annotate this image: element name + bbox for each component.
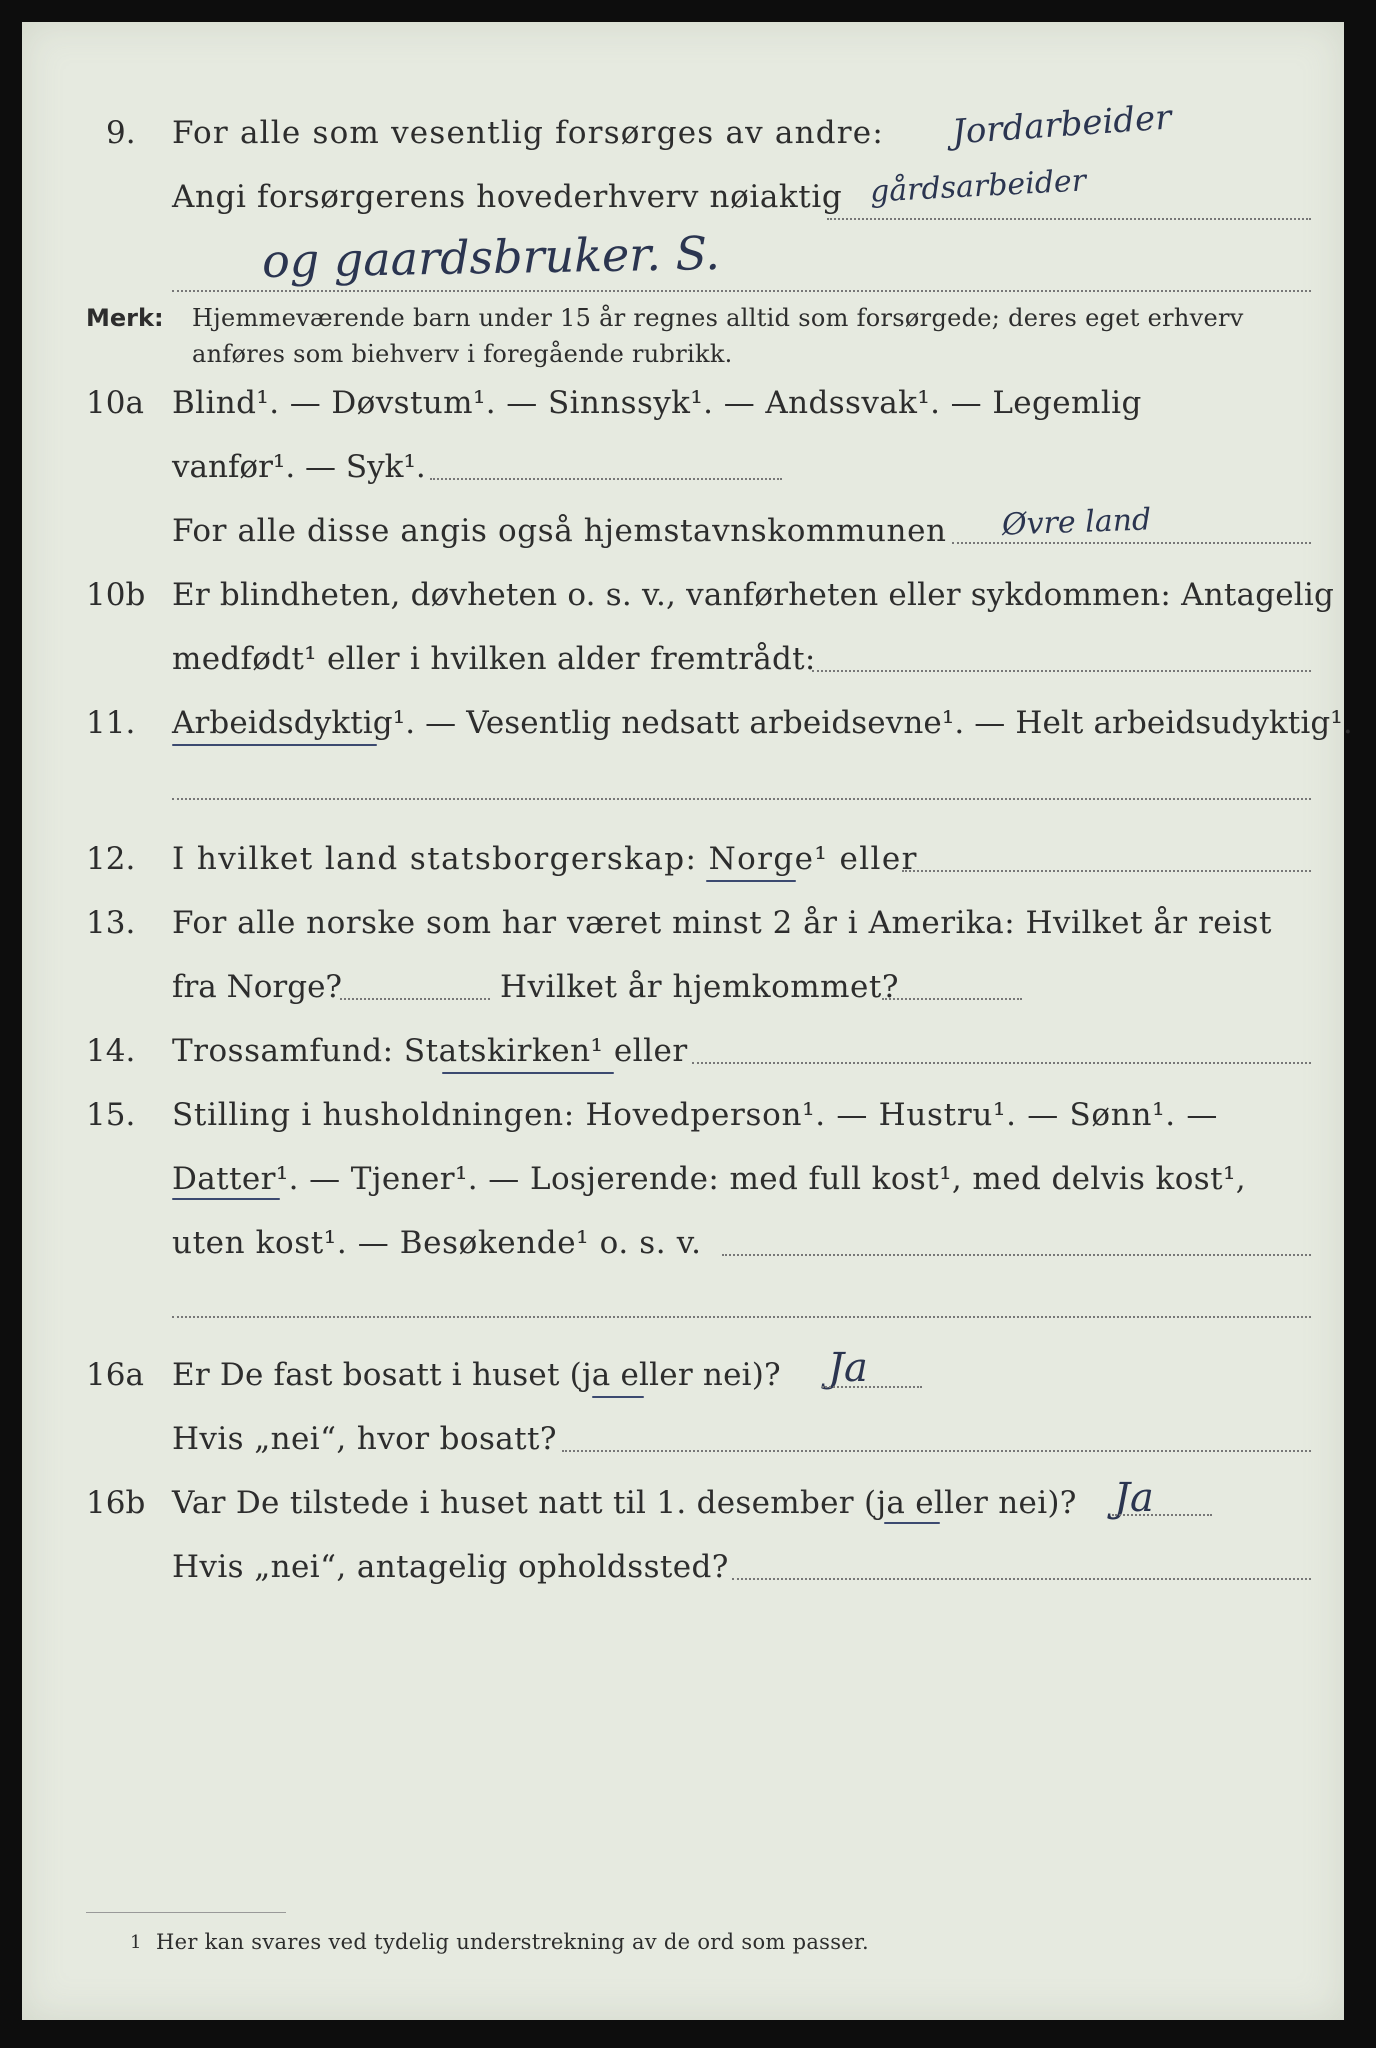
q9-line2: Angi forsørgerens hovederhverv nøiaktig — [172, 179, 843, 215]
q9-number: 9. — [106, 115, 136, 151]
q15-line1: Stilling i husholdningen: Hovedperson¹. — Hustru¹. — Sønn¹. — — [172, 1097, 1219, 1133]
q16a-line2: Hvis „nei“, hvor bosatt? — [172, 1421, 557, 1457]
q10b-line2: medfødt¹ eller i hvilken alder fremtrådt: — [172, 641, 816, 677]
q9-handwriting-line3: og gaardsbruker. S. — [261, 226, 721, 288]
q15-line2: Datter¹. — Tjener¹. — Losjerende: med full kost¹, med delvis kost¹, — [172, 1161, 1247, 1197]
q10a-answer-line-1 — [430, 478, 782, 480]
q11-answer-line — [172, 798, 1311, 800]
q16a-answer-line-2 — [562, 1450, 1311, 1452]
q16a-number: 16a — [86, 1357, 144, 1393]
q9-line1: For alle som vesentlig forsørges av andre: — [172, 115, 884, 151]
merk-line2: anføres som biehverv i foregående rubrikk. — [192, 340, 733, 368]
q16b-handwriting: Ja — [1114, 1475, 1154, 1521]
q10a-line2: vanfør¹. — Syk¹. — [172, 449, 426, 485]
q11-text: Arbeidsdyktig¹. — Vesentlig nedsatt arbeidsevne¹. — Helt arbeidsudyktig¹. — [172, 705, 1353, 741]
census-form-sheet — [22, 22, 1353, 2020]
q15-answer-line-1 — [722, 1254, 1311, 1256]
q13-answer-line-2 — [882, 998, 1022, 1000]
q16a-answer-line-1 — [822, 1386, 922, 1388]
footnote-separator — [86, 1912, 286, 1913]
q10b-line1: Er blindheten, døvheten o. s. v., vanførheten eller sykdommen: Antagelig — [172, 577, 1335, 613]
q9-handwriting-b: gårdsarbeider — [869, 163, 1087, 210]
q16b-number: 16b — [86, 1485, 146, 1521]
q12-answer-line — [902, 870, 1311, 872]
q14-answer-line — [692, 1062, 1311, 1064]
q9-answer-line-2 — [172, 290, 1311, 292]
q12-text: I hvilket land statsborgerskap: Norge¹ eller — [172, 841, 918, 877]
footnote-text: Her kan svares ved tydelig understrekning av de ord som passer. — [156, 1930, 870, 1954]
q15-answer-underline — [172, 1198, 280, 1200]
q15-line3: uten kost¹. — Besøkende¹ o. s. v. — [172, 1225, 702, 1261]
q9-answer-line-1 — [827, 218, 1311, 220]
q14-number: 14. — [86, 1033, 136, 1069]
q10b-answer-line — [812, 670, 1311, 672]
q10a-line1: Blind¹. — Døvstum¹. — Sinnssyk¹. — Andssvak¹. — Legemlig — [172, 385, 1142, 421]
q15-number: 15. — [86, 1097, 136, 1133]
q16b-line2: Hvis „nei“, antagelig opholdssted? — [172, 1549, 729, 1585]
merk-label: Merk: — [86, 304, 164, 332]
q9-handwriting-a: Jordarbeider — [950, 97, 1173, 153]
q14-text: Trossamfund: Statskirken¹ eller — [172, 1033, 688, 1069]
q16b-line1: Var De tilstede i huset natt til 1. desember (ja eller nei)? — [172, 1485, 1077, 1521]
q13-number: 13. — [86, 905, 136, 941]
q16b-answer-line-1 — [1112, 1514, 1212, 1516]
q13-answer-line-1 — [340, 998, 490, 1000]
q13-line1: For alle norske som har været minst 2 år i Amerika: Hvilket år reist — [172, 905, 1272, 941]
merk-line1: Hjemmeværende barn under 15 år regnes alltid som forsørgede; deres eget erhverv — [192, 304, 1244, 332]
q16a-answer-underline — [592, 1396, 644, 1398]
q10a-handwriting: Øvre land — [1001, 502, 1152, 543]
q11-number: 11. — [86, 705, 136, 741]
q15-answer-line-2 — [172, 1316, 1311, 1318]
q10b-number: 10b — [86, 577, 146, 613]
q12-answer-underline — [706, 880, 796, 882]
q16b-answer-line-2 — [732, 1578, 1311, 1580]
q10a-line3: For alle disse angis også hjemstavnskommunen — [172, 513, 947, 549]
q12-number: 12. — [86, 841, 136, 877]
q13-line2b: Hvilket år hjemkommet? — [500, 969, 899, 1005]
footnote-mark: 1 — [130, 1932, 142, 1953]
q14-answer-underline — [442, 1072, 614, 1074]
q11-answer-underline — [172, 744, 377, 746]
q16a-handwriting: Ja — [828, 1345, 868, 1391]
q16a-line1: Er De fast bosatt i huset (ja eller nei)? — [172, 1357, 781, 1393]
q10a-number: 10a — [86, 385, 144, 421]
q13-line2a: fra Norge? — [172, 969, 343, 1005]
q16b-answer-underline — [884, 1522, 940, 1524]
